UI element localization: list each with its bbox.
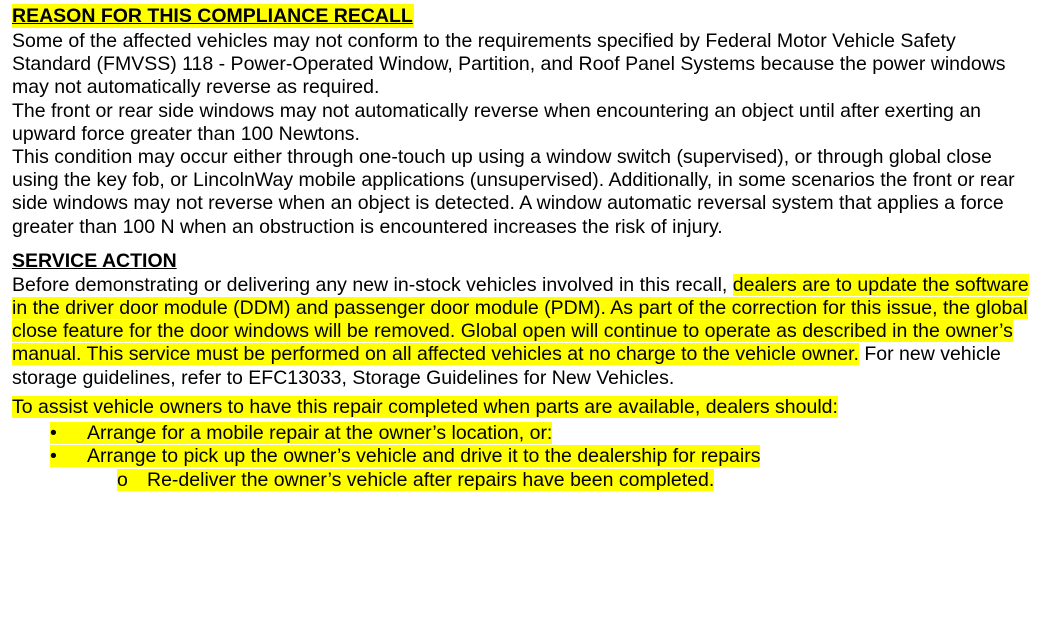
dealer-action-list (12, 422, 1038, 492)
list-item (50, 422, 1038, 445)
reason-section (12, 4, 1038, 239)
bullet-icon: • (50, 445, 57, 468)
assist-text: To assist vehicle owners to have this repair completed when parts are available, dealers should: (12, 395, 838, 418)
reason-heading: REASON FOR THIS COMPLIANCE RECALL (12, 5, 413, 27)
list-item (117, 469, 1038, 492)
reason-paragraph-1: Some of the affected vehicles may not conform to the requirements specified by Federal Motor Vehicle Safety Standard (FMVSS) 118 - Power-Operated Window, Partition, and Roof Panel Systems because the power windows may not automatically reverse as required. (12, 30, 1006, 99)
service-highlighted-text: dealers are to update the software in the driver door module (DDM) and passenger door module (PDM). As part of the correction for this issue, the global close feature for the door windows will be removed. Global open will continue to operate as described in the owner’s manual. This service must be performed on all affected vehicles at no charge to the vehicle owner. (12, 273, 1029, 366)
bullet-icon: • (50, 422, 57, 445)
bullet-text-2: Arrange to pick up the owner’s vehicle and drive it to the dealership for repairs (87, 445, 761, 468)
assist-paragraph (12, 396, 1038, 419)
service-heading: SERVICE ACTION (12, 249, 177, 272)
sub-bullet-icon: o (117, 468, 128, 491)
service-section (12, 249, 1038, 492)
service-outro-text: For new vehicle storage guidelines, refer to EFC13033, Storage Guidelines for New Vehicles. (12, 343, 1001, 389)
list-item (50, 445, 1038, 468)
reason-paragraph-3: This condition may occur either through one-touch up using a window switch (supervised), or through global close using the key fob, or LincolnWay mobile applications (unsupervised). Additionally, in some scenarios the front or rear side windows may not reverse when an object is detected. A window automatic reversal system that applies a force greater than 100 N when an obstruction is encountered increases the risk of injury. (12, 146, 1015, 238)
service-paragraph (12, 274, 1038, 390)
service-intro-text: Before demonstrating or delivering any new in-stock vehicles involved in this recall, (12, 273, 733, 296)
bullet-text-1: Arrange for a mobile repair at the owner’s location, or: (87, 422, 553, 445)
reason-paragraph-2: The front or rear side windows may not automatically reverse when encountering an object until after exerting an upward force greater than 100 Newtons. (12, 99, 982, 145)
sub-bullet-text-1: Re-deliver the owner’s vehicle after repairs have been completed. (147, 468, 715, 491)
recall-document (12, 4, 1038, 492)
